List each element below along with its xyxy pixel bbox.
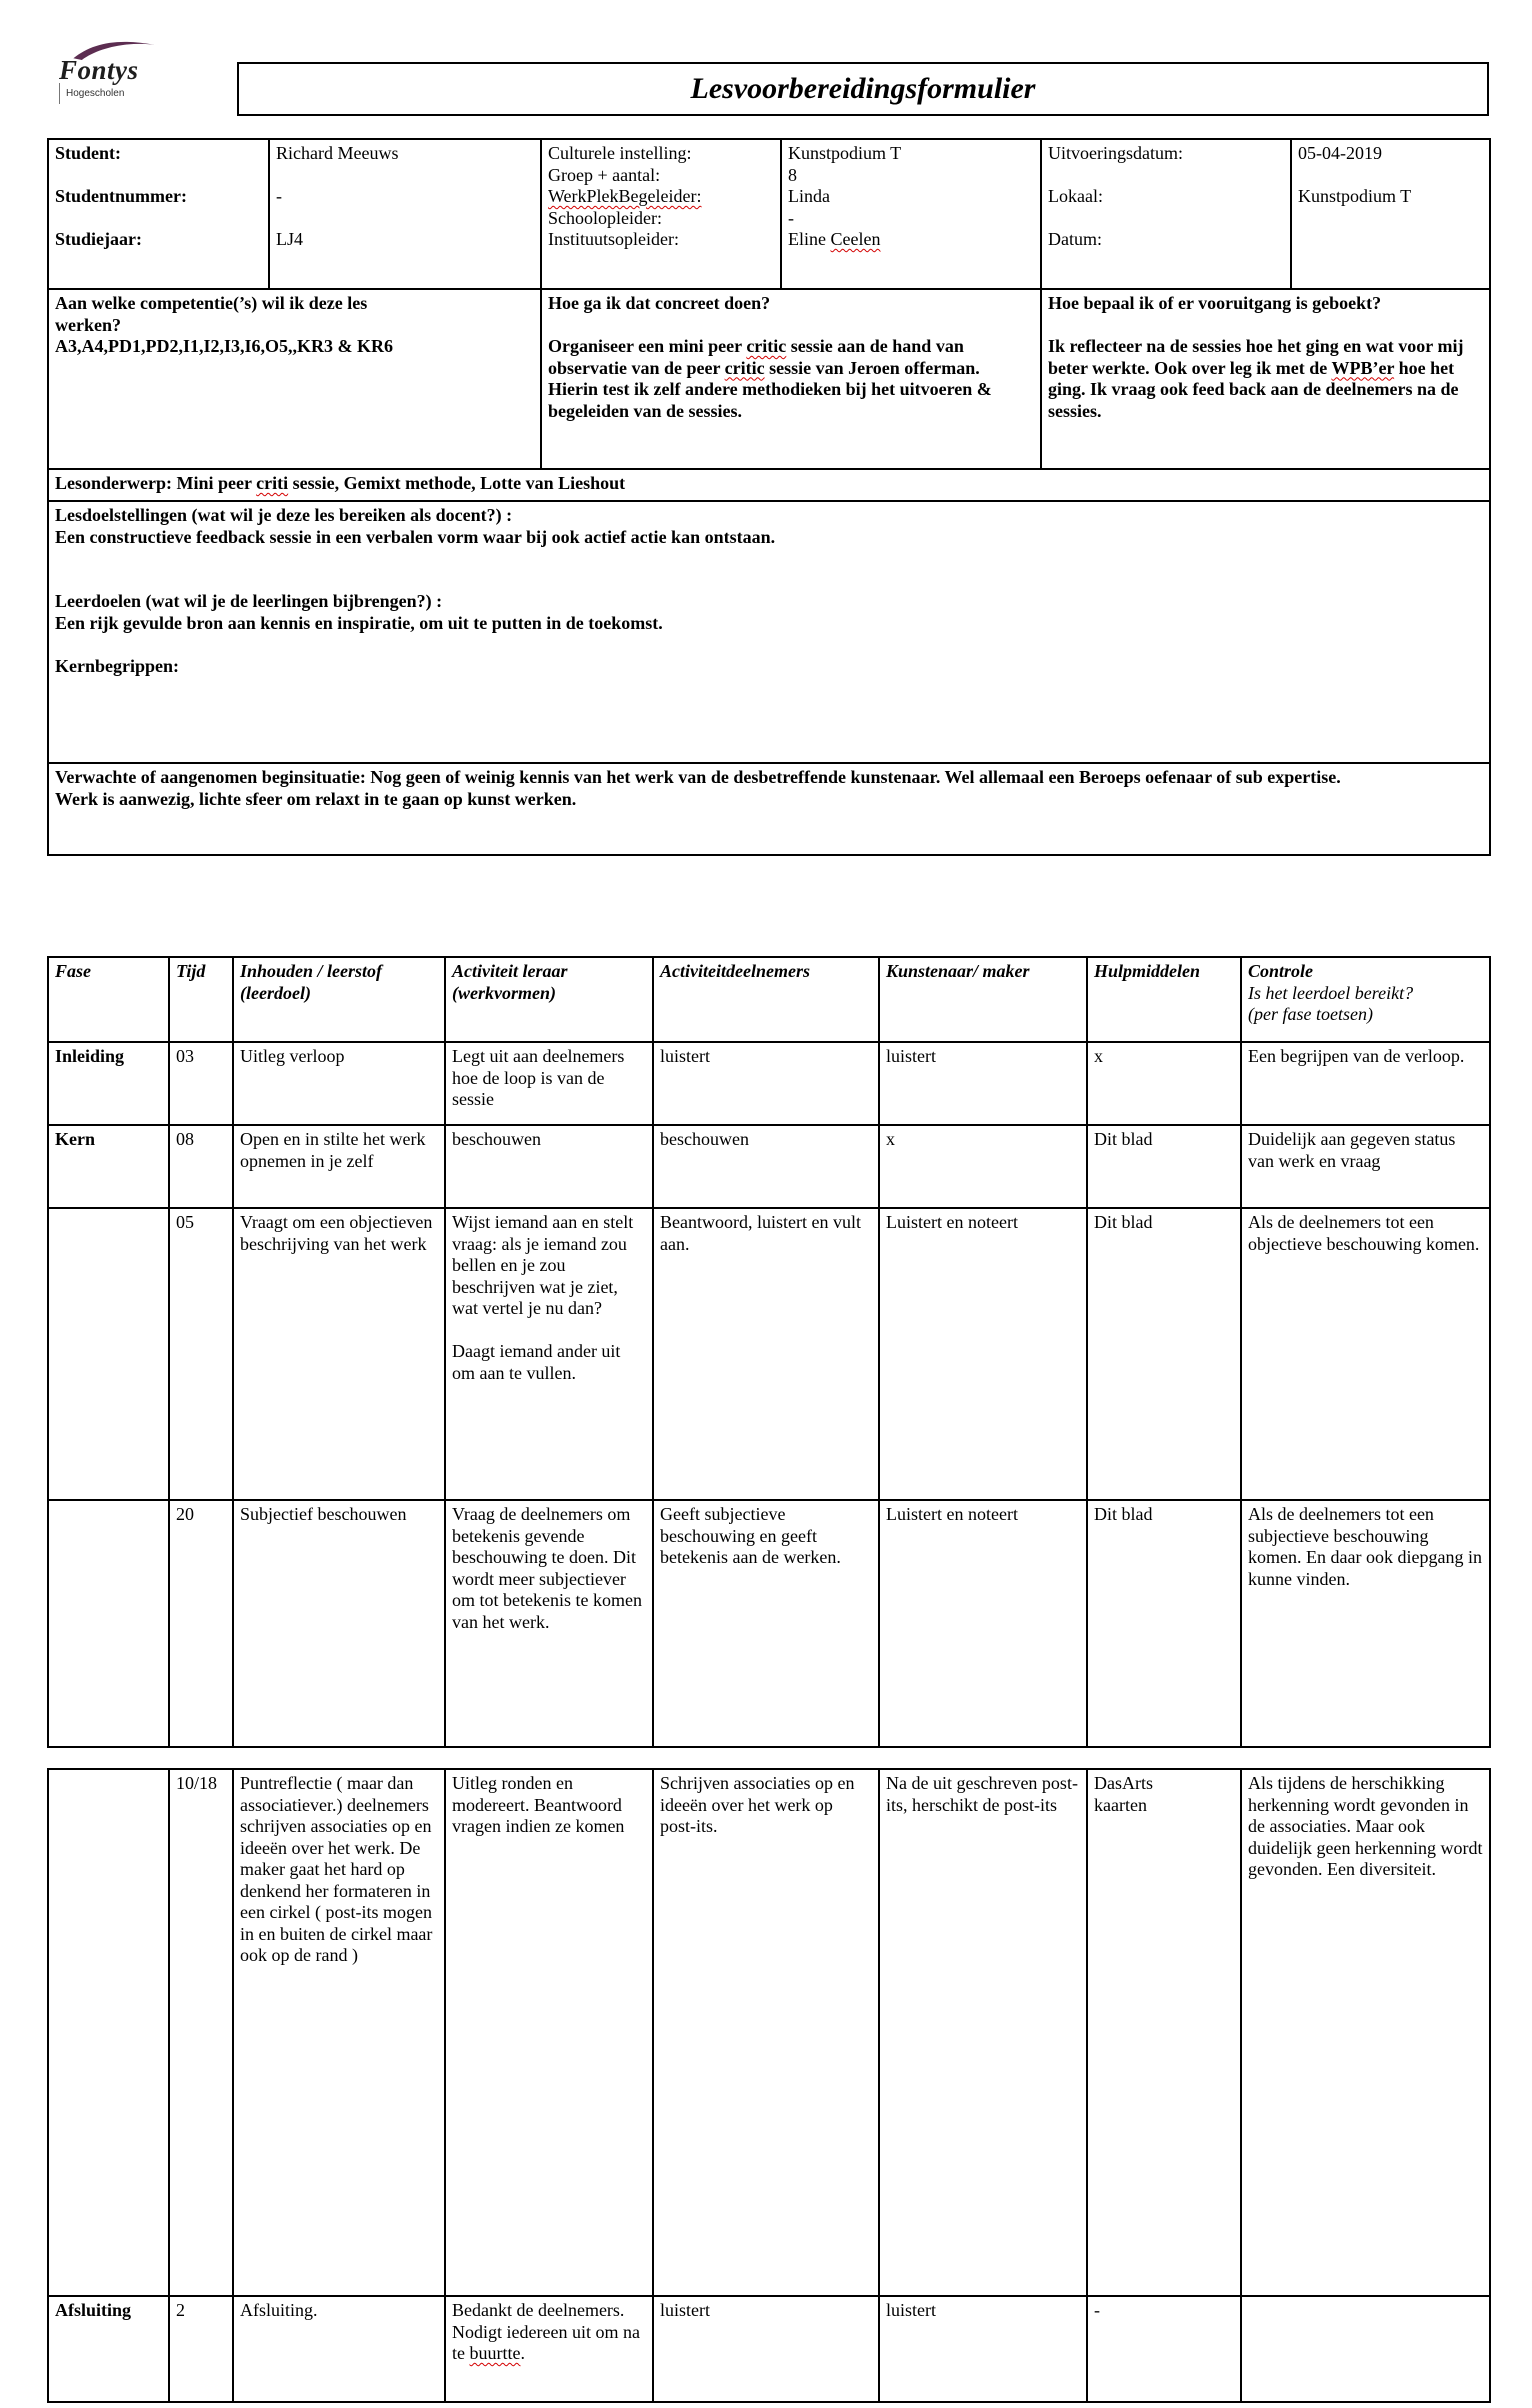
cell-fase xyxy=(48,1769,169,2296)
cell-kunstenaar: Luistert en noteert xyxy=(879,1208,1087,1500)
section-gap xyxy=(47,856,1489,956)
starting-situation-cell: Verwachte of aangenomen beginsituatie: Nog geen of weinig kennis van het werk van de desbetreffende kunstenaar. Wel allemaal een Beroeps oefenaar of sub expertise. Werk is aanwezig, lichte sfeer om relaxt in te gaan op kunst werken. xyxy=(48,763,1490,855)
cell-inhoud: Puntreflectie ( maar dan associatiever.) deelnemers schrijven associaties op en ideeën over het werk. De maker gaat het hard op denkend her formateren in een cirkel ( post-its mogen in en buiten de cirkel maar ook op de rand ) xyxy=(233,1769,445,2296)
cell-inhoud: Afsluiting. xyxy=(233,2296,445,2402)
cell-tijd: 20 xyxy=(169,1500,233,1747)
info-date-values: 05-04-2019 Kunstpodium T xyxy=(1291,139,1490,289)
lesson-goals-cell: Lesdoelstellingen (wat wil je deze les bereiken als docent?) : Een constructieve feedback sessie in een verbalen vorm waar bij ook actief actie kan ontstaan. Leerdoelen (wat wil je de leerlingen bijbrengen?) : Een rijk gevulde bron aan kennis en inspiratie, om uit te putten in de toekomst. Kernbegrippen: xyxy=(48,501,1490,763)
cell-kunstenaar: luistert xyxy=(879,1042,1087,1125)
cell-hulpmiddelen: DasArts kaarten xyxy=(1087,1769,1241,2296)
table-row xyxy=(48,1208,1490,1500)
cell-hulpmiddelen: x xyxy=(1087,1042,1241,1125)
cell-hulpmiddelen: - xyxy=(1087,2296,1241,2402)
logo-sub-text: Hogescholen xyxy=(59,83,237,105)
cell-leraar: Bedankt de deelnemers. Nodigt iedereen uit om na te buurtte. xyxy=(445,2296,653,2402)
cell-tijd: 08 xyxy=(169,1125,233,1208)
table-row xyxy=(48,1500,1490,1747)
cell-leraar: Wijst iemand aan en stelt vraag: als je iemand zou bellen en je zou beschrijven wat je ziet, wat vertel je nu dan? Daagt iemand ander uit om aan te vullen. xyxy=(445,1208,653,1500)
lesson-topic-row xyxy=(48,469,1490,501)
competence-how-cell: Hoe ga ik dat concreet doen? Organiseer een mini peer critic sessie aan de hand van observatie van de peer critic sessie van Jeroen offerman. Hierin test ik zelf andere methodieken bij het uitvoeren & begeleiden van de sessies. xyxy=(541,289,1041,469)
col-header-inhoud: Inhouden / leerstof (leerdoel) xyxy=(233,957,445,1042)
info-and-goals-table xyxy=(47,138,1491,856)
cell-controle: Als de deelnemers tot een subjectieve beschouwing komen. En daar ook diepgang in kunne vinden. xyxy=(1241,1500,1490,1747)
cell-deelnemers: Schrijven associaties op en ideeën over het werk op post-its. xyxy=(653,1769,879,2296)
col-header-controle: Controle Is het leerdoel bereikt? (per fase toetsen) xyxy=(1241,957,1490,1042)
cell-controle: Als tijdens de herschikking herkenning wordt gevonden in de associaties. Maar ook duidelijk geen herkenning wordt gevonden. Een diversiteit. xyxy=(1241,1769,1490,2296)
cell-tijd: 2 xyxy=(169,2296,233,2402)
col-header-tijd: Tijd xyxy=(169,957,233,1042)
table-row xyxy=(48,1125,1490,1208)
logo-brand-text: Fontys xyxy=(59,55,139,85)
competences-row xyxy=(48,289,1490,469)
cell-inhoud: Vraagt om een objectieven beschrijving van het werk xyxy=(233,1208,445,1500)
cell-controle xyxy=(1241,2296,1490,2402)
cell-tijd: 10/18 xyxy=(169,1769,233,2296)
info-org-values: Kunstpodium T 8 Linda - Eline Ceelen xyxy=(781,139,1041,289)
cell-kunstenaar: Na de uit geschreven post-its, herschikt de post-its xyxy=(879,1769,1087,2296)
cell-hulpmiddelen: Dit blad xyxy=(1087,1500,1241,1747)
cell-fase: Afsluiting xyxy=(48,2296,169,2402)
cell-deelnemers: luistert xyxy=(653,2296,879,2402)
lesson-topic-cell: Lesonderwerp: Mini peer criti sessie, Gemixt methode, Lotte van Lieshout xyxy=(48,469,1490,501)
competence-question-cell: Aan welke competentie(’s) wil ik deze les werken? A3,A4,PD1,PD2,I1,I2,I3,I6,O5,,KR3 & KR6 xyxy=(48,289,541,469)
schedule-header-row xyxy=(48,957,1490,1042)
cell-tijd: 03 xyxy=(169,1042,233,1125)
cell-fase xyxy=(48,1500,169,1747)
cell-deelnemers: Beantwoord, luistert en vult aan. xyxy=(653,1208,879,1500)
fontys-logo xyxy=(47,36,237,104)
col-header-deelnemers: Activiteitdeelnemers xyxy=(653,957,879,1042)
cell-controle: Duidelijk aan gegeven status van werk en vraag xyxy=(1241,1125,1490,1208)
cell-deelnemers: luistert xyxy=(653,1042,879,1125)
info-date-labels: Uitvoeringsdatum: Lokaal: Datum: xyxy=(1041,139,1291,289)
table-row xyxy=(48,1769,1490,2296)
cell-controle: Een begrijpen van de verloop. xyxy=(1241,1042,1490,1125)
cell-fase: Inleiding xyxy=(48,1042,169,1125)
cell-inhoud: Open en in stilte het werk opnemen in je zelf xyxy=(233,1125,445,1208)
lesson-goals-row xyxy=(48,501,1490,763)
col-header-hulpmiddelen: Hulpmiddelen xyxy=(1087,957,1241,1042)
cell-kunstenaar: luistert xyxy=(879,2296,1087,2402)
cell-controle: Als de deelnemers tot een objectieve beschouwing komen. xyxy=(1241,1208,1490,1500)
cell-kunstenaar: x xyxy=(879,1125,1087,1208)
cell-hulpmiddelen: Dit blad xyxy=(1087,1125,1241,1208)
cell-leraar: Uitleg ronden en modereert. Beantwoord vragen indien ze komen xyxy=(445,1769,653,2296)
cell-kunstenaar: Luistert en noteert xyxy=(879,1500,1087,1747)
table-row xyxy=(48,1042,1490,1125)
cell-tijd: 05 xyxy=(169,1208,233,1500)
cell-leraar: beschouwen xyxy=(445,1125,653,1208)
cell-deelnemers: beschouwen xyxy=(653,1125,879,1208)
cell-fase xyxy=(48,1208,169,1500)
col-header-fase: Fase xyxy=(48,957,169,1042)
schedule-table-2 xyxy=(47,1768,1491,2403)
cell-fase: Kern xyxy=(48,1125,169,1208)
cell-hulpmiddelen: Dit blad xyxy=(1087,1208,1241,1500)
info-student-values: Richard Meeuws - LJ4 xyxy=(269,139,541,289)
col-header-kunstenaar: Kunstenaar/ maker xyxy=(879,957,1087,1042)
cell-inhoud: Subjectief beschouwen xyxy=(233,1500,445,1747)
cell-inhoud: Uitleg verloop xyxy=(233,1042,445,1125)
form-title: Lesvoorbereidingsformulier xyxy=(690,72,1036,106)
document-header xyxy=(47,36,1489,116)
table-row xyxy=(48,2296,1490,2402)
col-header-leraar: Activiteit leraar (werkvormen) xyxy=(445,957,653,1042)
cell-deelnemers: Geeft subjectieve beschouwing en geeft betekenis aan de werken. xyxy=(653,1500,879,1747)
cell-leraar: Vraag de deelnemers om betekenis gevende beschouwing te doen. Dit wordt meer subjectiever om tot betekenis te komen van het werk. xyxy=(445,1500,653,1747)
cell-leraar: Legt uit aan deelnemers hoe de loop is van de sessie xyxy=(445,1042,653,1125)
competence-progress-cell: Hoe bepaal ik of er vooruitgang is geboekt? Ik reflecteer na de sessies hoe het ging en wat voor mij beter werkte. Ook over leg ik met de WPB’er hoe het ging. Ik vraag ook feed back aan de deelnemers na de sessies. xyxy=(1041,289,1490,469)
table-gap xyxy=(47,1748,1489,1768)
info-student-labels: Student: Studentnummer: Studiejaar: xyxy=(48,139,269,289)
info-org-labels: Culturele instelling: Groep + aantal: WerkPlekBegeleider: Schoolopleider: Instituutsopleider: xyxy=(541,139,781,289)
info-row xyxy=(48,139,1490,289)
form-title-box xyxy=(237,62,1489,116)
starting-situation-row xyxy=(48,763,1490,855)
schedule-table-1 xyxy=(47,956,1491,1748)
